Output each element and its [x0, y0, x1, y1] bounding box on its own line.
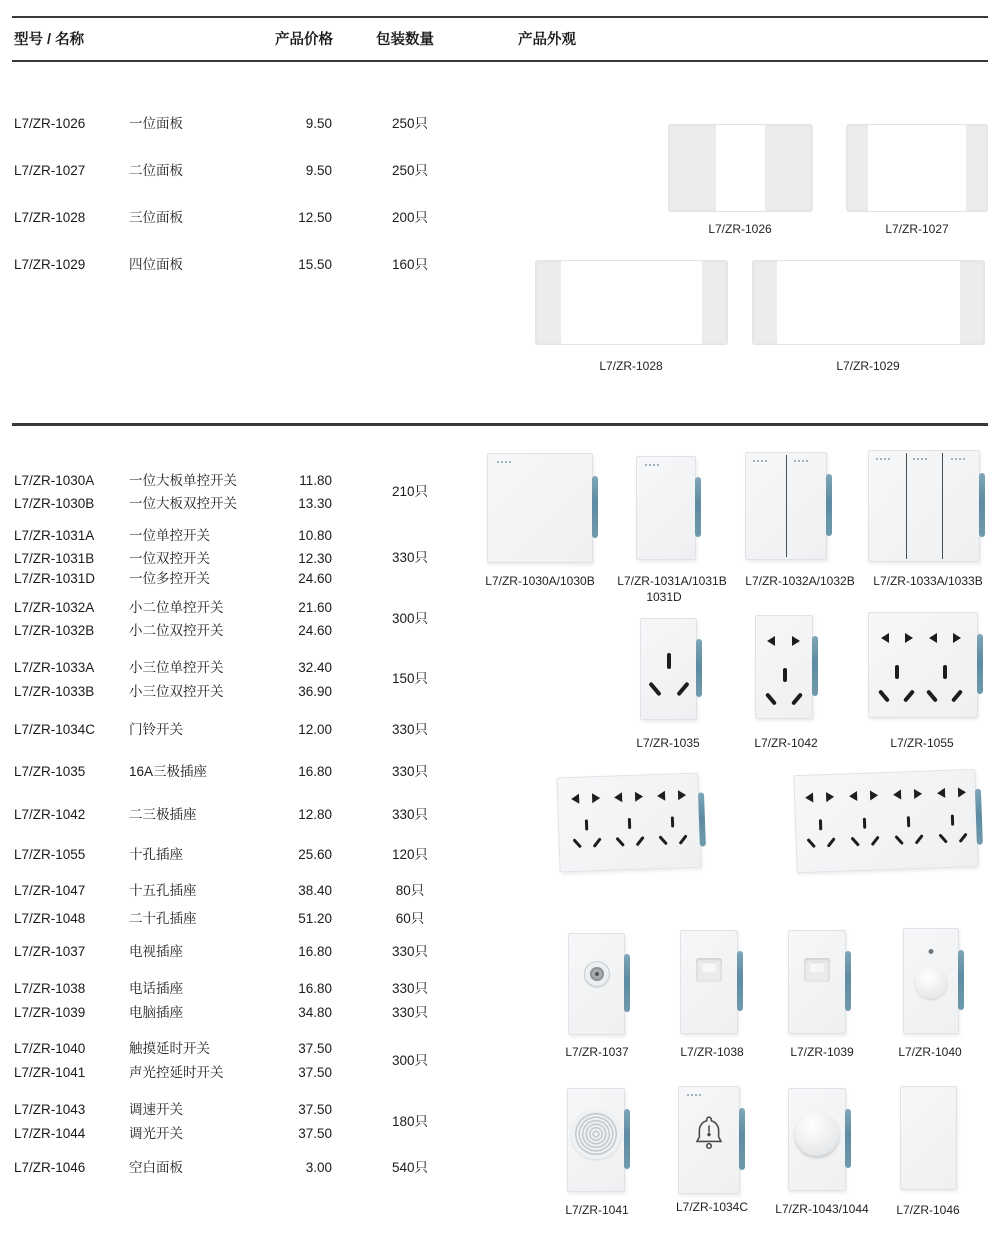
socket-pin-left	[657, 791, 665, 801]
panel-window	[868, 125, 966, 211]
name-cell: 一位面板	[129, 116, 183, 131]
indicator-led	[929, 949, 934, 954]
socket-slot-ground	[895, 665, 899, 679]
name-cell: 调速开关	[129, 1102, 183, 1117]
image-label-1041: L7/ZR-1041	[565, 1203, 629, 1217]
qty-cell: 250只	[391, 163, 429, 178]
switch-mount-tab	[592, 476, 598, 539]
image-label-1055: L7/ZR-1055	[890, 736, 954, 750]
socket-slot-right	[676, 682, 689, 697]
rotary-knob-icon	[795, 1112, 839, 1156]
name-cell: 空白面板	[129, 1160, 183, 1175]
switch-mount-tab	[979, 473, 985, 537]
price-cell: 12.50	[298, 210, 332, 225]
price-cell: 37.50	[298, 1126, 332, 1141]
qty-cell: 150只	[391, 671, 429, 686]
sound-grille-icon	[571, 1109, 621, 1159]
network-jack-icon	[804, 958, 830, 982]
qty-cell: 330只	[391, 981, 429, 996]
panel-window	[561, 261, 702, 344]
touch-button-icon	[915, 967, 947, 999]
name-cell: 二三极插座	[129, 807, 197, 822]
product-image-switch-1033	[868, 450, 980, 562]
name-cell: 小三位单控开关	[129, 660, 224, 675]
socket-slot-left	[878, 689, 890, 702]
name-cell: 二位面板	[129, 163, 183, 178]
price-cell: 34.80	[298, 1005, 332, 1020]
name-cell: 触摸延时开关	[129, 1041, 210, 1056]
switch-mount-tab	[845, 1109, 851, 1168]
qty-cell: 210只	[391, 484, 429, 499]
image-label-1035: L7/ZR-1035	[636, 736, 700, 750]
doorbell-icon	[692, 1113, 726, 1156]
socket-mount-tab	[845, 951, 851, 1010]
socket-slot-ground	[907, 816, 910, 827]
socket-slot-ground	[783, 668, 787, 682]
product-image-panel-1029	[752, 260, 985, 345]
model-cell: L7/ZR-1031D	[14, 571, 96, 586]
name-cell: 电脑插座	[129, 1005, 183, 1020]
name-cell: 电视插座	[129, 944, 183, 959]
qty-cell: 540只	[391, 1160, 429, 1175]
socket-mount-tab	[624, 954, 630, 1012]
socket-pin-left	[571, 794, 579, 804]
socket-slot-left	[658, 835, 668, 845]
model-cell: L7/ZR-1027	[14, 163, 86, 178]
top-rule	[12, 16, 988, 18]
product-image-switch-1031	[636, 456, 696, 560]
socket-slot-left	[615, 837, 625, 847]
image-label-1030: L7/ZR-1030A/1030B	[485, 574, 595, 588]
socket-slot-left	[894, 835, 904, 845]
coax-connector-icon	[584, 961, 610, 987]
price-cell: 15.50	[298, 257, 332, 272]
socket-slot-right	[951, 689, 963, 702]
socket-pin-left	[881, 633, 889, 643]
image-label-1040: L7/ZR-1040	[898, 1045, 962, 1059]
model-cell: L7/ZR-1044	[14, 1126, 86, 1141]
gang-divider	[906, 453, 907, 559]
product-image-doorbell-switch-1034c	[678, 1086, 740, 1194]
name-cell: 一位多控开关	[129, 571, 210, 586]
model-cell: L7/ZR-1035	[14, 764, 86, 779]
socket-mount-tab	[737, 951, 743, 1010]
model-cell: L7/ZR-1030A	[14, 473, 95, 488]
socket-slot-left	[648, 682, 661, 697]
socket-slot-right	[593, 837, 602, 848]
brand-dots	[645, 464, 661, 466]
product-image-socket-1042	[755, 615, 813, 719]
model-cell: L7/ZR-1038	[14, 981, 86, 996]
model-cell: L7/ZR-1032B	[14, 623, 95, 638]
product-image-tv-socket-1037	[568, 933, 625, 1035]
product-image-switch-1030	[487, 453, 593, 563]
product-image-sound-switch-1041	[567, 1088, 625, 1192]
model-cell: L7/ZR-1042	[14, 807, 86, 822]
price-cell: 12.00	[298, 722, 332, 737]
product-image-phone-socket-1038	[680, 930, 738, 1034]
model-cell: L7/ZR-1028	[14, 210, 86, 225]
price-cell: 9.50	[305, 116, 332, 131]
header-rule	[12, 60, 988, 62]
qty-cell: 180只	[391, 1114, 429, 1129]
socket-slot-right	[903, 689, 915, 702]
product-image-panel-1026	[668, 124, 813, 212]
brand-dots	[687, 1094, 703, 1096]
coax-pin	[595, 972, 599, 976]
product-image-panel-1028	[535, 260, 728, 345]
socket-slot-right	[959, 833, 968, 844]
model-cell: L7/ZR-1033A	[14, 660, 95, 675]
socket-mount-tab	[696, 639, 702, 697]
name-cell: 十孔插座	[129, 847, 183, 862]
panel-window	[777, 261, 959, 344]
name-cell: 电话插座	[129, 981, 183, 996]
panel-window	[716, 125, 765, 211]
column-header-price: 产品价格	[275, 32, 333, 48]
socket-slot-right	[791, 692, 803, 705]
socket-pin-right	[678, 790, 686, 800]
socket-pin-right	[953, 633, 961, 643]
socket-pin-right	[914, 789, 922, 799]
socket-pin-right	[826, 792, 834, 802]
product-image-socket-15hole	[556, 773, 701, 873]
image-label-1027: L7/ZR-1027	[885, 222, 949, 236]
socket-pin-left	[805, 793, 813, 803]
qty-cell: 60只	[395, 911, 425, 926]
qty-cell: 330只	[391, 764, 429, 779]
price-cell: 51.20	[298, 911, 332, 926]
model-cell: L7/ZR-1043	[14, 1102, 86, 1117]
socket-pin-left	[849, 791, 857, 801]
model-cell: L7/ZR-1031A	[14, 528, 95, 543]
socket-slot-right	[827, 837, 836, 848]
product-image-socket-20hole	[793, 769, 978, 873]
image-label-1028: L7/ZR-1028	[599, 359, 663, 373]
price-cell: 9.50	[305, 163, 332, 178]
model-cell: L7/ZR-1033B	[14, 684, 95, 699]
model-cell: L7/ZR-1034C	[14, 722, 96, 737]
image-label-1039: L7/ZR-1039	[790, 1045, 854, 1059]
name-cell: 16A三极插座	[129, 764, 208, 779]
model-cell: L7/ZR-1046	[14, 1160, 86, 1175]
socket-slot-ground	[863, 818, 866, 829]
image-label-1033: L7/ZR-1033A/1033B	[873, 574, 983, 588]
socket-slot-left	[938, 833, 948, 843]
socket-mount-tab	[812, 636, 818, 695]
price-cell: 16.80	[298, 981, 332, 996]
qty-cell: 250只	[391, 116, 429, 131]
qty-cell: 330只	[391, 550, 429, 565]
brand-dots	[497, 461, 513, 463]
socket-slot-right	[915, 834, 924, 845]
price-cell: 37.50	[298, 1041, 332, 1056]
socket-pin-left	[767, 636, 775, 646]
socket-slot-ground	[667, 653, 671, 669]
price-cell: 12.30	[298, 551, 332, 566]
name-cell: 三位面板	[129, 210, 183, 225]
socket-slot-right	[871, 836, 880, 847]
product-image-computer-socket-1039	[788, 930, 846, 1034]
price-cell: 21.60	[298, 600, 332, 615]
switch-mount-tab	[826, 474, 832, 535]
switch-mount-tab	[695, 477, 701, 536]
price-cell: 16.80	[298, 764, 332, 779]
socket-mount-tab	[975, 789, 983, 845]
price-cell: 32.40	[298, 660, 332, 675]
model-cell: L7/ZR-1026	[14, 116, 86, 131]
image-label-1042: L7/ZR-1042	[754, 736, 818, 750]
image-label-1031-line2: 1031D	[646, 590, 682, 604]
image-label-1043: L7/ZR-1043/1044	[775, 1202, 869, 1216]
socket-slot-left	[806, 838, 816, 848]
qty-cell: 200只	[391, 210, 429, 225]
switch-mount-tab	[739, 1108, 745, 1169]
model-cell: L7/ZR-1048	[14, 911, 86, 926]
price-cell: 37.50	[298, 1065, 332, 1080]
model-cell: L7/ZR-1031B	[14, 551, 95, 566]
socket-pin-right	[958, 787, 966, 797]
name-cell: 一位大板双控开关	[129, 496, 237, 511]
socket-slot-ground	[628, 818, 631, 829]
price-cell: 12.80	[298, 807, 332, 822]
socket-pin-left	[893, 789, 901, 799]
image-label-1026: L7/ZR-1026	[708, 222, 772, 236]
brand-dots	[876, 458, 892, 460]
socket-slot-ground	[951, 815, 954, 826]
brand-dots	[951, 458, 967, 460]
column-header-quantity: 包装数量	[376, 32, 434, 48]
image-label-1038: L7/ZR-1038	[680, 1045, 744, 1059]
name-cell: 十五孔插座	[129, 883, 197, 898]
jack-opening	[810, 962, 824, 972]
brand-dots	[753, 460, 769, 462]
product-image-panel-1027	[846, 124, 988, 212]
socket-slot-left	[572, 838, 582, 848]
price-cell: 38.40	[298, 883, 332, 898]
name-cell: 二十孔插座	[129, 911, 197, 926]
image-label-1037: L7/ZR-1037	[565, 1045, 629, 1059]
price-cell: 13.30	[298, 496, 332, 511]
name-cell: 小三位双控开关	[129, 684, 224, 699]
socket-pin-left	[614, 792, 622, 802]
image-label-1029: L7/ZR-1029	[836, 359, 900, 373]
image-label-1034c: L7/ZR-1034C	[675, 1200, 749, 1214]
image-label-1032: L7/ZR-1032A/1032B	[745, 574, 855, 588]
model-cell: L7/ZR-1032A	[14, 600, 95, 615]
price-cell: 36.90	[298, 684, 332, 699]
socket-slot-ground	[585, 819, 588, 830]
price-cell: 16.80	[298, 944, 332, 959]
name-cell: 一位双控开关	[129, 551, 210, 566]
qty-cell: 160只	[391, 257, 429, 272]
model-cell: L7/ZR-1041	[14, 1065, 86, 1080]
price-cell: 24.60	[298, 571, 332, 586]
model-cell: L7/ZR-1040	[14, 1041, 86, 1056]
model-cell: L7/ZR-1037	[14, 944, 86, 959]
socket-pin-left	[937, 788, 945, 798]
socket-slot-left	[850, 836, 860, 846]
qty-cell: 330只	[391, 944, 429, 959]
qty-cell: 120只	[391, 847, 429, 862]
price-cell: 37.50	[298, 1102, 332, 1117]
image-label-1031-line1: L7/ZR-1031A/1031B	[617, 574, 727, 588]
model-cell: L7/ZR-1039	[14, 1005, 86, 1020]
socket-slot-right	[679, 834, 688, 845]
gang-divider	[786, 455, 787, 557]
name-cell: 四位面板	[129, 257, 183, 272]
socket-pin-left	[929, 633, 937, 643]
name-cell: 一位大板单控开关	[129, 473, 237, 488]
qty-cell: 300只	[391, 1053, 429, 1068]
image-label-1046: L7/ZR-1046	[896, 1203, 960, 1217]
socket-slot-ground	[943, 665, 947, 679]
name-cell: 调光开关	[129, 1126, 183, 1141]
price-cell: 3.00	[305, 1160, 332, 1175]
socket-mount-tab	[698, 792, 706, 846]
model-cell: L7/ZR-1055	[14, 847, 86, 862]
socket-slot-ground	[671, 816, 674, 827]
qty-cell: 300只	[391, 611, 429, 626]
price-cell: 11.80	[299, 473, 332, 488]
product-image-dimmer-switch-1043	[788, 1088, 846, 1191]
product-image-socket-1035	[640, 618, 697, 720]
column-header-appearance: 产品外观	[518, 32, 576, 48]
socket-pin-right	[592, 793, 600, 803]
qty-cell: 80只	[395, 883, 425, 898]
brand-dots	[913, 458, 929, 460]
product-image-socket-1055	[868, 612, 978, 718]
socket-slot-ground	[819, 819, 822, 830]
qty-cell: 330只	[391, 1005, 429, 1020]
name-cell: 声光控延时开关	[129, 1065, 224, 1080]
socket-slot-left	[926, 689, 938, 702]
model-cell: L7/ZR-1047	[14, 883, 86, 898]
model-cell: L7/ZR-1029	[14, 257, 86, 272]
name-cell: 门铃开关	[129, 722, 183, 737]
model-cell: L7/ZR-1030B	[14, 496, 95, 511]
qty-cell: 330只	[391, 807, 429, 822]
socket-mount-tab	[977, 634, 983, 694]
socket-pin-right	[905, 633, 913, 643]
phone-jack-icon	[696, 958, 722, 982]
price-cell: 24.60	[298, 623, 332, 638]
socket-pin-right	[635, 791, 643, 801]
switch-mount-tab	[958, 950, 964, 1010]
brand-dots	[794, 460, 810, 462]
name-cell: 小二位双控开关	[129, 623, 224, 638]
socket-pin-right	[870, 790, 878, 800]
name-cell: 小二位单控开关	[129, 600, 224, 615]
column-header-model-name: 型号 / 名称	[14, 32, 85, 48]
socket-pin-right	[792, 636, 800, 646]
section-divider-rule	[12, 423, 988, 426]
product-image-switch-1032	[745, 452, 827, 560]
qty-cell: 330只	[391, 722, 429, 737]
name-cell: 一位单控开关	[129, 528, 210, 543]
product-image-touch-switch-1040	[903, 928, 959, 1034]
price-cell: 10.80	[298, 528, 332, 543]
jack-opening	[702, 962, 716, 972]
socket-slot-right	[636, 836, 645, 847]
gang-divider	[942, 453, 943, 559]
product-image-blank-panel-1046	[900, 1086, 957, 1190]
price-cell: 25.60	[298, 847, 332, 862]
switch-mount-tab	[624, 1109, 630, 1168]
socket-slot-left	[765, 692, 777, 705]
